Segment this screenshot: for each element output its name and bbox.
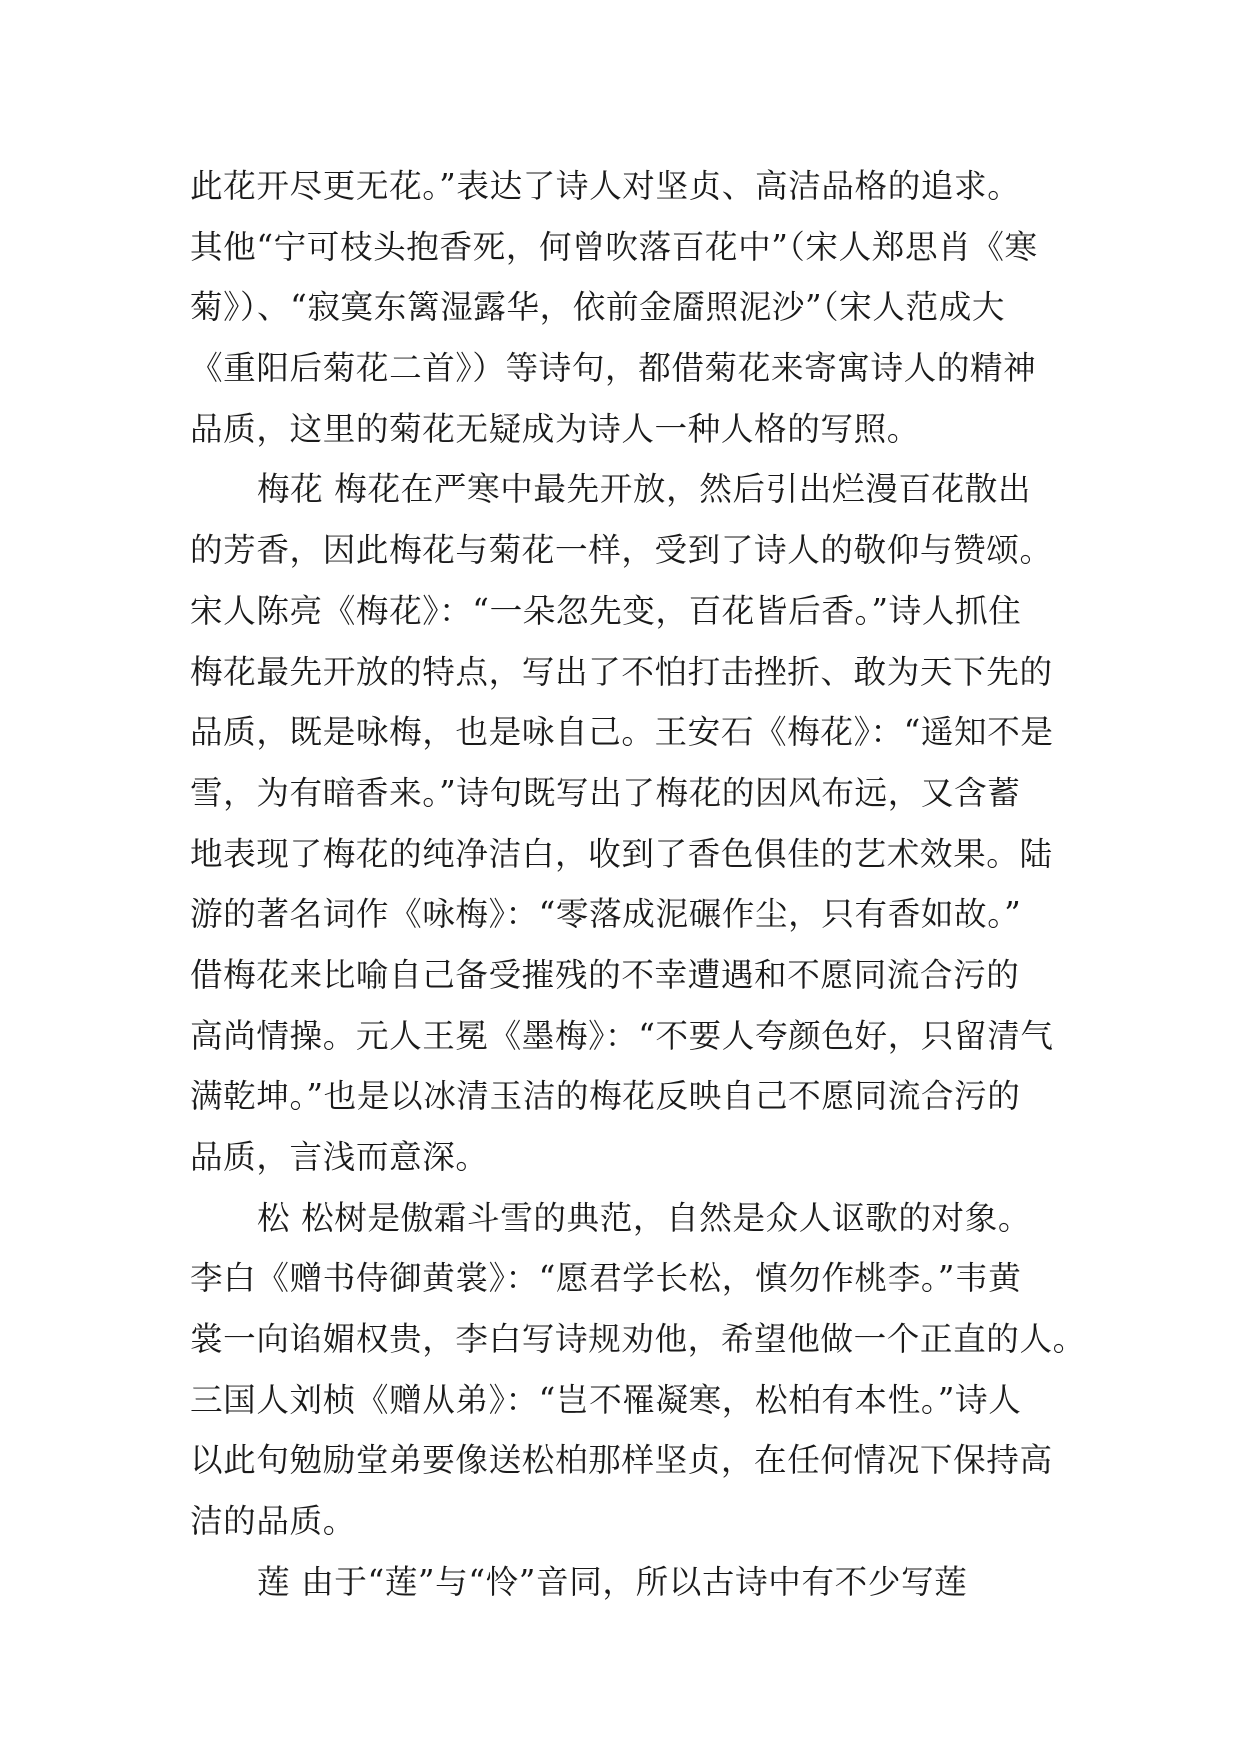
text-line: 松 松树是傲霜斗雪的典范，自然是众人讴歌的对象。 bbox=[257, 1198, 1032, 1237]
text-line: 品质，言浅而意深。 bbox=[190, 1138, 489, 1176]
text-line: 莲 由于“莲”与“怜”音同，所以古诗中有不少写莲 bbox=[257, 1562, 968, 1601]
text-line: 李白《赠书侍御黄裳》：“愿君学长松，慎勿作桃李。”韦黄 bbox=[190, 1259, 1022, 1298]
text-line: 其他“宁可枝头抱香死，何曾吹落百花中”（宋人郑思肖《寒 bbox=[190, 227, 1038, 266]
text-line: 的芳香，因此梅花与菊花一样，受到了诗人的敬仰与赞颂。 bbox=[190, 531, 1053, 570]
text-line: 雪，为有暗香来。”诗句既写出了梅花的因风布远，又含蓄 bbox=[190, 773, 1021, 812]
text-line: 菊》）、“寂寞东篱湿露华，依前金靥照泥沙”（宋人范成大 bbox=[190, 288, 1006, 327]
text-line: 地表现了梅花的纯净洁白，收到了香色俱佳的艺术效果。陆 bbox=[190, 834, 1053, 873]
text-line: 梅花最先开放的特点，写出了不怕打击挫折、敢为天下先的 bbox=[190, 652, 1053, 691]
text-line: 此花开尽更无花。”表达了诗人对坚贞、高洁品格的追求。 bbox=[190, 167, 1021, 205]
text-line: 品质，这里的菊花无疑成为诗人一种人格的写照。 bbox=[190, 409, 920, 448]
text-line: 满乾坤。”也是以冰清玉洁的梅花反映自己不愿同流合污的 bbox=[190, 1077, 1021, 1116]
text-line: 以此句勉励堂弟要像送松柏那样坚贞，在任何情况下保持高 bbox=[190, 1441, 1053, 1480]
text-line: 《重阳后菊花二首》）等诗句，都借菊花来寄寓诗人的精神 bbox=[190, 349, 1037, 388]
text-line: 高尚情操。元人王冕《墨梅》：“不要人夸颜色好，只留清气 bbox=[190, 1016, 1054, 1055]
text-line: 品质，既是咏梅，也是咏自己。王安石《梅花》：“遥知不是 bbox=[190, 713, 1054, 752]
body-text bbox=[190, 156, 1086, 1613]
text-line: 洁的品质。 bbox=[190, 1502, 356, 1541]
text-line: 三国人刘桢《赠从弟》：“岂不罹凝寒，松柏有本性。”诗人 bbox=[190, 1380, 1022, 1419]
text-line: 游的著名词作《咏梅》：“零落成泥碾作尘，只有香如故。” bbox=[190, 895, 1022, 934]
text-line: 宋人陈亮《梅花》：“一朵忽先变，百花皆后香。”诗人抓住 bbox=[190, 591, 1022, 630]
text-line: 裳一向谄媚权贵，李白写诗规劝他，希望他做一个正直的人。 bbox=[190, 1320, 1086, 1359]
text-line: 梅花 梅花在严寒中最先开放，然后引出烂漫百花散出 bbox=[257, 470, 1032, 509]
text-line: 借梅花来比喻自己备受摧残的不幸遭遇和不愿同流合污的 bbox=[190, 955, 1020, 994]
